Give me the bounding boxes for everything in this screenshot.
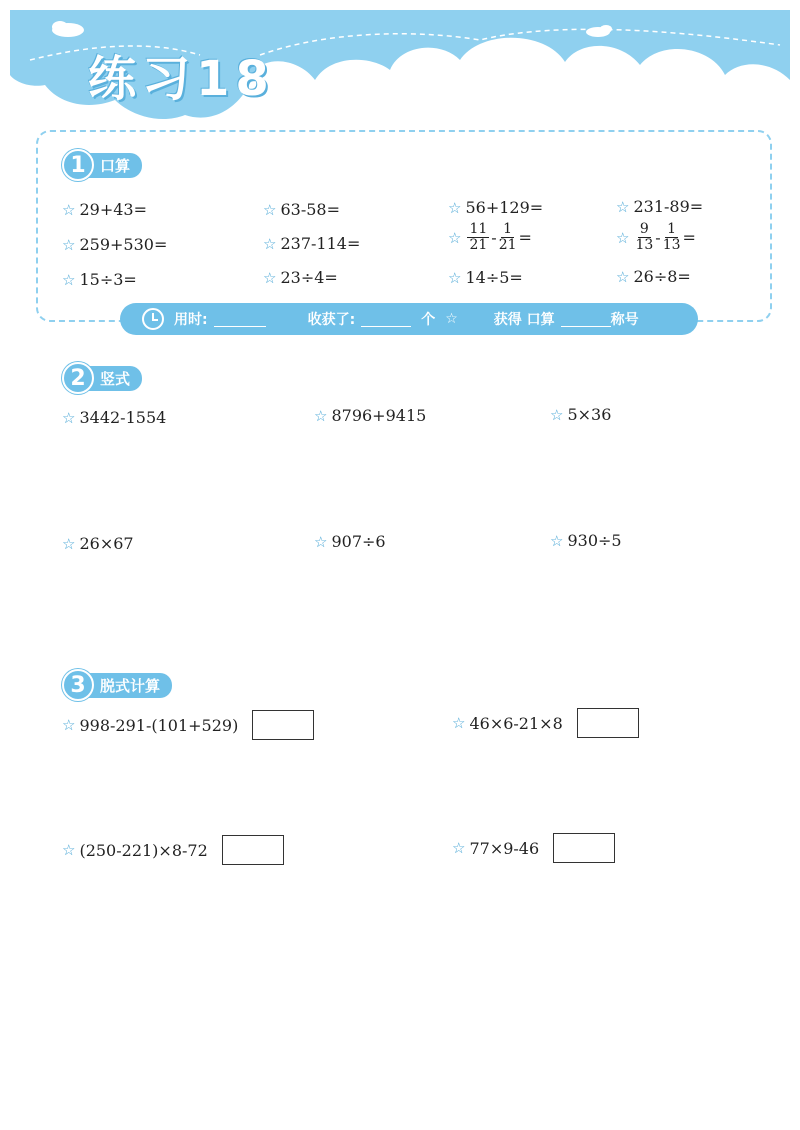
stepwise-problem: ☆ 46×6-21×8 xyxy=(452,708,639,738)
stepwise-problem: ☆ 998-291-(101+529) xyxy=(62,710,314,740)
vertical-problem: ☆ 930÷5 xyxy=(550,531,622,550)
star-icon: ☆ xyxy=(616,228,630,247)
section2-label: 竖式 xyxy=(82,366,142,391)
mental-problem: ☆ 259+530= xyxy=(62,235,168,254)
mental-problem: ☆ 23÷4= xyxy=(263,268,338,287)
fraction-problem: ☆ $\frac{9}{13}$ - $\frac{1}{13}$ = xyxy=(616,221,696,253)
answer-box[interactable] xyxy=(252,710,314,740)
answer-box[interactable] xyxy=(222,835,284,865)
star-icon: ☆ xyxy=(314,532,328,551)
page-title: 练习18 xyxy=(88,51,275,107)
star-icon: ☆ xyxy=(263,200,277,219)
star-icon: ☆ xyxy=(62,408,76,427)
star-icon: ☆ xyxy=(62,534,76,553)
mental-problem: ☆ 15÷3= xyxy=(62,270,137,289)
fraction-problem: ☆ $\frac{11}{21}$ - $\frac{1}{21}$ = xyxy=(448,221,532,253)
time-label: 用时: xyxy=(174,312,208,328)
vertical-problem: ☆ 5×36 xyxy=(550,405,612,424)
harvest-label: 收获了: xyxy=(307,312,356,328)
stepwise-problem: ☆ 77×9-46 xyxy=(452,833,615,863)
star-icon: ☆ xyxy=(550,405,564,424)
vertical-problem: ☆ 3442-1554 xyxy=(62,408,167,427)
star-icon: ☆ xyxy=(62,270,76,289)
answer-box[interactable] xyxy=(553,833,615,863)
star-icon: ☆ xyxy=(448,198,462,217)
star-icon: ☆ xyxy=(62,716,76,734)
star-icon: ☆ xyxy=(263,268,277,287)
section1-label: 口算 xyxy=(82,153,142,178)
title-blank[interactable] xyxy=(561,312,611,327)
clock-icon xyxy=(142,308,164,330)
answer-box[interactable] xyxy=(577,708,639,738)
mental-problem: ☆ 237-114= xyxy=(263,234,361,253)
star-icon: ☆ xyxy=(62,200,76,219)
star-icon: ☆ xyxy=(452,839,466,857)
star-icon: ☆ xyxy=(550,531,564,550)
section1-badge xyxy=(62,153,142,177)
title-label: 称号 xyxy=(610,312,639,328)
section3-label: 脱式计算 xyxy=(82,673,172,698)
vertical-problem: ☆ 26×67 xyxy=(62,534,134,553)
harvest-blank[interactable] xyxy=(361,312,411,327)
star-icon: ☆ xyxy=(452,714,466,732)
star-icon: ☆ xyxy=(448,268,462,287)
mental-problem: ☆ 63-58= xyxy=(263,200,340,219)
star-icon: ☆ xyxy=(263,234,277,253)
star-icon: ☆ xyxy=(62,841,76,859)
section2-number: 2 xyxy=(62,362,94,394)
mental-problem: ☆ 231-89= xyxy=(616,197,704,216)
star-icon: ☆ xyxy=(62,235,76,254)
section3-badge xyxy=(62,673,172,697)
section1-number: 1 xyxy=(62,149,94,181)
mental-problem: ☆ 29+43= xyxy=(62,200,147,219)
star-icon: ☆ xyxy=(448,228,462,247)
section1-footer-bar xyxy=(120,303,698,335)
mental-problem: ☆ 26÷8= xyxy=(616,267,691,286)
earn-label: 获得 口算 xyxy=(493,312,555,328)
star-icon: ☆ xyxy=(616,267,630,286)
stepwise-problem: ☆ (250-221)×8-72 xyxy=(62,835,284,865)
star-icon: ☆ xyxy=(445,311,458,327)
unit-label: 个 xyxy=(421,312,436,328)
time-blank[interactable] xyxy=(214,312,266,327)
star-icon: ☆ xyxy=(616,197,630,216)
mental-problem: ☆ 14÷5= xyxy=(448,268,523,287)
section2-badge xyxy=(62,366,142,390)
mental-problem: ☆ 56+129= xyxy=(448,198,544,217)
section3-number: 3 xyxy=(62,669,94,701)
vertical-problem: ☆ 907÷6 xyxy=(314,532,386,551)
vertical-problem: ☆ 8796+9415 xyxy=(314,406,427,425)
star-icon: ☆ xyxy=(314,406,328,425)
